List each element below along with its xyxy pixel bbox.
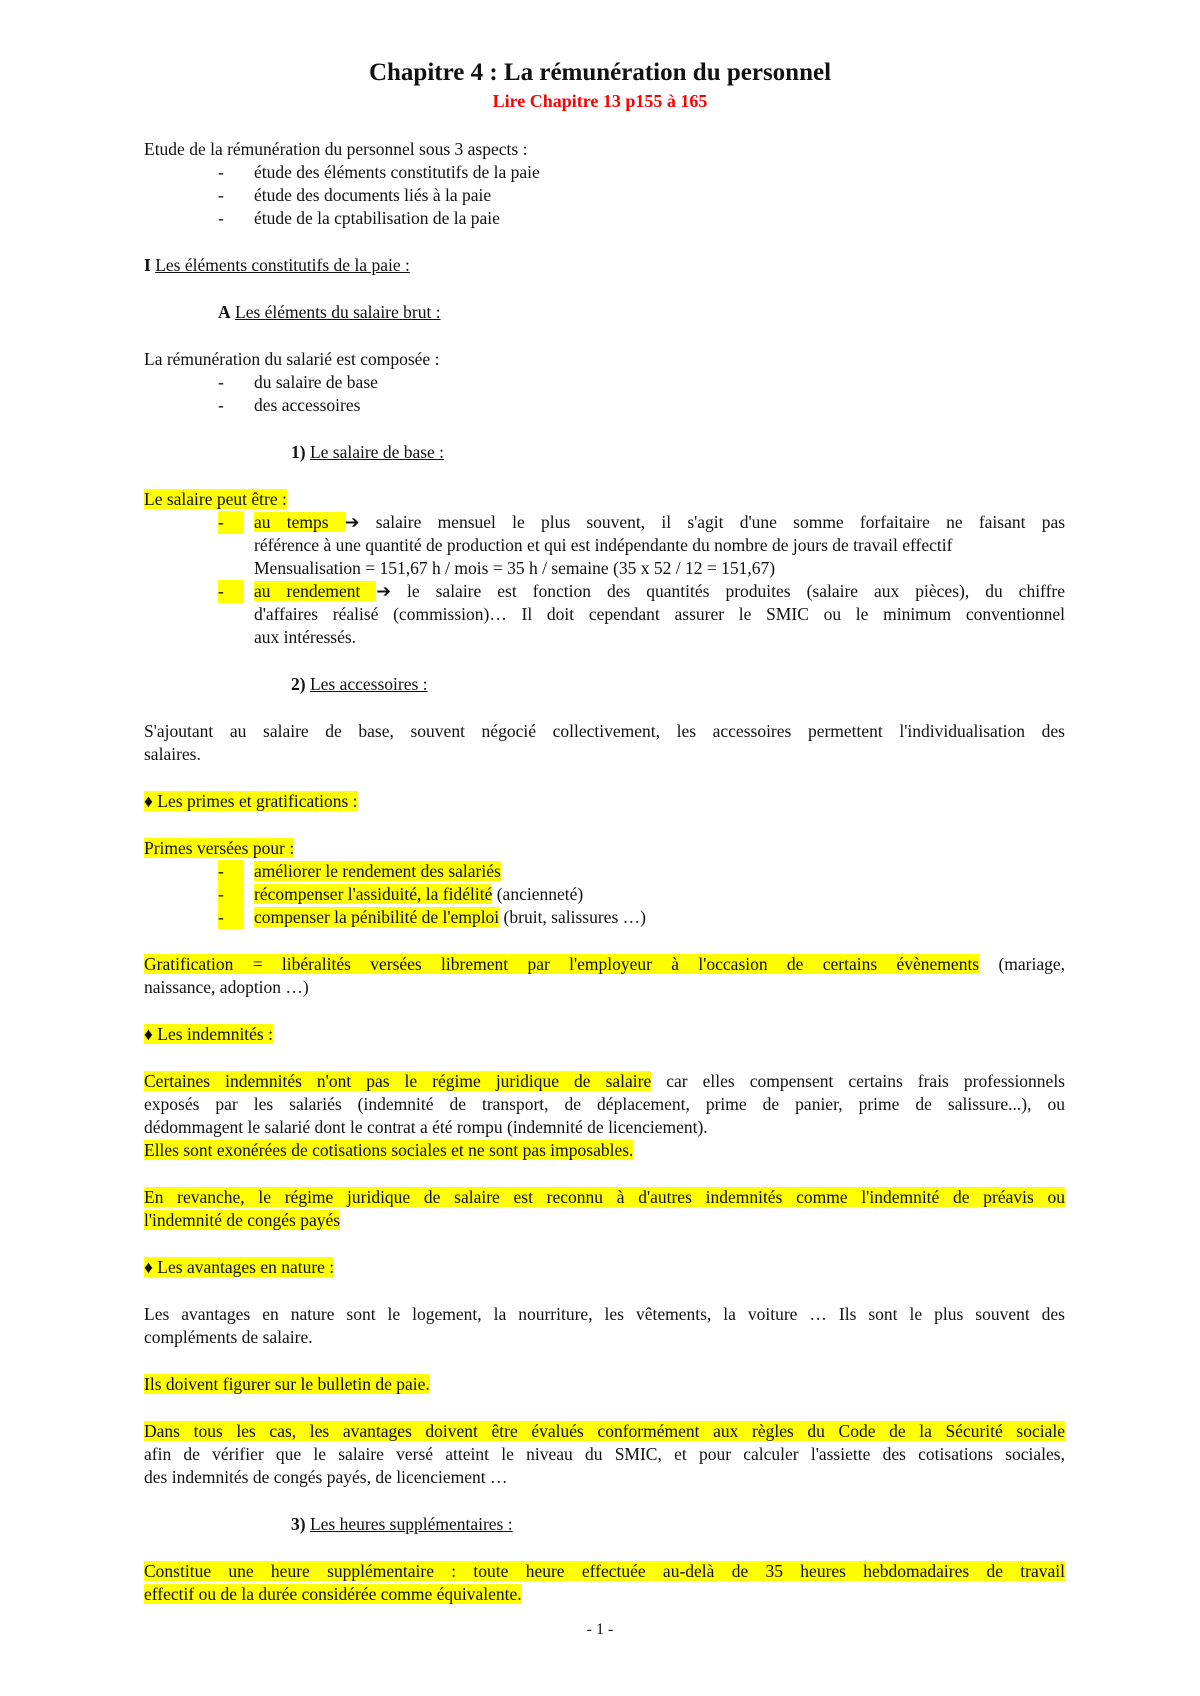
indemnites-line-3: dédommagent le salarié dont le contrat a été rompu (indemnité de licenciement). bbox=[144, 1117, 708, 1137]
page-number: - 1 - bbox=[586, 1621, 614, 1638]
au-rendement-line-3: aux intéressés. bbox=[254, 627, 357, 647]
document-page: Chapitre 4 : La rémunération du personnel Lire Chapitre 13 p155 à 165 Etude de la rémunération du personnel sous 3 aspects : - étude des éléments constitutifs de la paie - étude des documents liés à la paie - étude de la cptabilisation de la paie I Les éléments constitutifs de la paie : A Les éléments du salaire brut : La rémunération du salarié est composée : - du salaire de base - des accessoires 1) Le salaire de base : Le salaire peut être : - au temps ➔ salaire mensuel le plus souvent, il s'agit d'une somme forfaitaire ne faisant pas référence à une quantité de production et qui est indépendante du nombre de jours de travail effectif Mensualisation = 151,67 h / mois = 35 h / semaine (35 x 52 / 12 = 151,67) - au rendement ➔ le salaire est fonction des quantités produites (salaire aux pièces), du chiffre d'affaires réalisé (commission)… Il doit cependant assurer le SMIC ou le minimum conventionnel aux intéressés. 2) Les accessoires : S'ajoutant au salaire de base, souvent négocié collectivement, les accessoires permettent l'individualisation des salaires. ♦ Les primes et gratifications : Primes versées pour : - améliorer le rendement des salariés - récompenser l'assiduité, la fidélité (ancienneté) - compenser la pénibilité de l'emploi (bruit, salissures …) Gratification = libéralités versées librement par l'employeur à l'occasion de certains évènements (mariage, naissance, adoption …) ♦ Les indemnités : Certaines indemnités n'ont pas le régime juridique de salaire car elles compensent certains frais professionnels exposés par les salariés (indemnité de transport, de déplacement, prime de panier, prime de salissure...), ou dédommagent le salarié dont le contrat a été rompu (indemnité de licenciement). Elles sont exonérées de cotisations sociales et ne sont pas imposables. En revanche, le régime juridique de salaire est reconnu à d'autres indemnités comme l'indemnité de préavis ou l'indemnité de congés payés ♦ Les avantages en nature : Les avantages en nature sont le logement, la nourriture, les vêtements, la voiture … Ils sont le plus souvent des compléments de salaire. Ils doivent figurer sur le bulletin de paie. Dans tous les cas, les avantages doivent être évalués conformément aux règles du Code de la Sécurité sociale afin de vérifier que le salaire versé atteint le niveau du SMIC, et pour calculer l'assiette des cotisations sociales, des indemnités de congés payés, de licenciement … 3) Les heures supplémentaires : Constitue une heure supplémentaire : toute heure effectuée au-delà de 35 heures hebdomadaires de travail effectif ou de la durée considérée comme équivalente. - 1 - bbox=[0, 0, 1200, 1696]
gratification-line-2: naissance, adoption …) bbox=[144, 977, 309, 997]
accessoires-line-2: salaires. bbox=[144, 744, 201, 764]
section-heading-1: I Les éléments constitutifs de la paie : bbox=[144, 255, 410, 275]
heures-line-1: Constitue une heure supplémentaire : toute heure effectuée au-delà de 35 heures hebdomadaires de travail bbox=[144, 1561, 1065, 1581]
bulletin-text: Ils doivent figurer sur le bulletin de paie. bbox=[144, 1374, 430, 1394]
indemnites-heading: ♦ Les indemnités : bbox=[144, 1024, 273, 1044]
au-temps-line-2: référence à une quantité de production et qui est indépendante du nombre de jours de travail effectif bbox=[254, 535, 953, 555]
subsection-heading-2: 2) Les accessoires : bbox=[291, 674, 428, 694]
accessoires-line-1: S'ajoutant au salaire de base, souvent négocié collectivement, les accessoires permettent l'individualisation des bbox=[144, 721, 1065, 741]
page-title: Chapitre 4 : La rémunération du personnel bbox=[368, 59, 832, 86]
au-rendement-line-2: d'affaires réalisé (commission)… Il doit cependant assurer le SMIC ou le minimum conventionnel bbox=[254, 604, 1065, 624]
arrow-icon: ➔ bbox=[376, 581, 392, 601]
gratification-line-1: Gratification = libéralités versées librement par l'employeur à l'occasion de certains évènements (mariage, bbox=[144, 954, 1066, 974]
indemnites-line-2: exposés par les salariés (indemnité de transport, de déplacement, prime de panier, prime de salissure...), ou bbox=[144, 1094, 1065, 1114]
subsection-heading-3: 3) Les heures supplémentaires : bbox=[291, 1514, 513, 1534]
revanche-line-2: l'indemnité de congés payés bbox=[144, 1210, 341, 1230]
indemnites-line-1: Certaines indemnités n'ont pas le régime juridique de salaire car elles compensent certains frais professionnels bbox=[144, 1071, 1065, 1091]
cas-line-1: Dans tous les cas, les avantages doivent être évalués conformément aux règles du Code de la Sécurité sociale bbox=[144, 1421, 1065, 1441]
intro-text: Etude de la rémunération du personnel sous 3 aspects : bbox=[144, 139, 528, 159]
salaire-intro: Le salaire peut être : bbox=[144, 489, 287, 509]
heures-line-2: effectif ou de la durée considérée comme équivalente. bbox=[144, 1584, 522, 1604]
revanche-line-1: En revanche, le régime juridique de salaire est reconnu à d'autres indemnités comme l'indemnité de préavis ou bbox=[144, 1187, 1065, 1207]
cas-line-3: des indemnités de congés payés, de licenciement … bbox=[144, 1467, 508, 1487]
section-heading-a: A Les éléments du salaire brut : bbox=[218, 302, 441, 322]
cas-line-2: afin de vérifier que le salaire versé atteint le niveau du SMIC, et pour calculer l'assiette des cotisations sociales, bbox=[144, 1444, 1065, 1464]
remuneration-text: La rémunération du salarié est composée : bbox=[144, 349, 440, 369]
indemnites-line-4: Elles sont exonérées de cotisations sociales et ne sont pas imposables. bbox=[144, 1140, 634, 1160]
au-temps-line-3: Mensualisation = 151,67 h / mois = 35 h / semaine (35 x 52 / 12 = 151,67) bbox=[254, 558, 776, 578]
primes-intro: Primes versées pour : bbox=[144, 838, 295, 858]
page-subtitle: Lire Chapitre 13 p155 à 165 bbox=[492, 91, 708, 111]
avantages-line-1: Les avantages en nature sont le logement, la nourriture, les vêtements, la voiture … Ils sont le plus souvent des bbox=[144, 1304, 1065, 1324]
avantages-line-2: compléments de salaire. bbox=[144, 1327, 313, 1347]
subsection-heading-1: 1) Le salaire de base : bbox=[291, 442, 445, 462]
arrow-icon: ➔ bbox=[344, 512, 360, 532]
primes-heading: ♦ Les primes et gratifications : bbox=[144, 791, 358, 811]
avantages-heading: ♦ Les avantages en nature : bbox=[144, 1257, 335, 1277]
